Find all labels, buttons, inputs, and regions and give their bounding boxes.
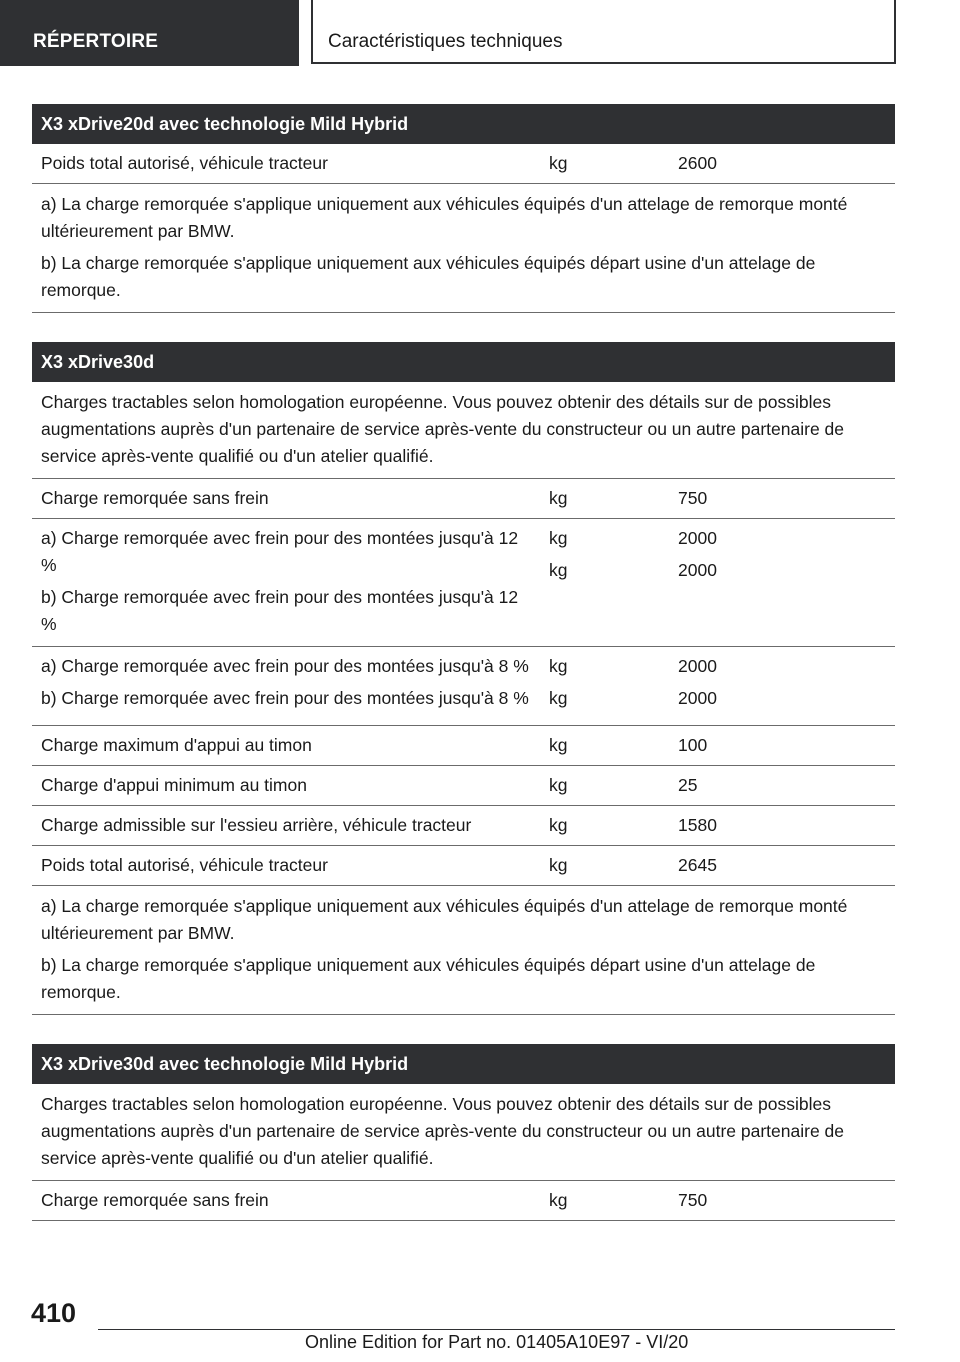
row-unit: kg — [549, 735, 568, 755]
chapter-title: Caractéristiques techniques — [311, 0, 896, 64]
row-label-b: b) Charge remorquée avec frein pour des montées jusqu'à 8 % — [41, 688, 529, 708]
row-value — [670, 525, 895, 638]
section-title: X3 xDrive30d — [32, 342, 895, 382]
row-value-a: 2000 — [678, 656, 717, 676]
row-value-b: 2000 — [678, 688, 717, 708]
row-label: Poids total autorisé, véhicule tracteur — [41, 153, 328, 173]
row-label-a: a) Charge remorquée avec frein pour des montées jusqu'à 12 % — [41, 528, 519, 575]
row-label — [32, 653, 541, 717]
section-title: X3 xDrive20d avec technologie Mild Hybrid — [32, 104, 895, 144]
table-row — [32, 144, 895, 184]
table-row — [32, 519, 895, 647]
footnotes — [32, 886, 895, 1015]
row-label: Charge remorquée sans frein — [41, 1190, 269, 1210]
page-header — [0, 0, 960, 66]
row-unit: kg — [549, 153, 568, 173]
row-label — [32, 525, 541, 638]
row-label: Charge maximum d'appui au timon — [41, 735, 312, 755]
footnotes — [32, 184, 895, 313]
footnote-b: b) La charge remorquée s'applique uniquement aux véhicules équipés départ usine d'un attelage de remorque. — [41, 253, 816, 300]
table-row — [32, 1181, 895, 1221]
edition-text: Online Edition for Part no. 01405A10E97 - VI/20 — [305, 1332, 689, 1352]
table-row — [32, 726, 895, 766]
table-row — [32, 479, 895, 519]
row-value-b: 2000 — [678, 560, 717, 580]
row-label-a: a) Charge remorquée avec frein pour des montées jusqu'à 8 % — [41, 656, 529, 676]
section-x3-xdrive20d-mild-hybrid — [32, 104, 895, 313]
row-unit: kg — [549, 488, 568, 508]
section-title: X3 xDrive30d avec technologie Mild Hybrid — [32, 1044, 895, 1084]
row-unit: kg — [549, 815, 568, 835]
row-label: Charge remorquée sans frein — [41, 488, 269, 508]
row-unit-a: kg — [549, 656, 568, 676]
row-value: 1580 — [678, 815, 717, 835]
section-intro: Charges tractables selon homologation européenne. Vous pouvez obtenir des détails sur de possibles augmentations auprès d'un partenaire de service après-vente du constructeur ou un autre partenaire de service après-vente qualifié ou d'un atelier qualifié. — [32, 382, 895, 479]
table-row — [32, 647, 895, 726]
row-unit-a: kg — [549, 528, 568, 548]
repertoire-tab[interactable]: RÉPERTOIRE — [0, 0, 299, 66]
table-row — [32, 846, 895, 886]
row-unit: kg — [549, 1190, 568, 1210]
footnote-a: a) La charge remorquée s'applique uniquement aux véhicules équipés d'un attelage de remorque monté ultérieurement par BMW. — [41, 194, 848, 241]
row-value: 2600 — [678, 153, 717, 173]
row-unit — [541, 525, 670, 638]
row-unit-b: kg — [549, 688, 568, 708]
row-unit-b: kg — [549, 560, 568, 580]
row-label: Poids total autorisé, véhicule tracteur — [41, 855, 328, 875]
footnote-a: a) La charge remorquée s'applique uniquement aux véhicules équipés d'un attelage de remorque monté ultérieurement par BMW. — [41, 896, 848, 943]
page-number: 410 — [31, 1298, 77, 1328]
row-label: Charge admissible sur l'essieu arrière, véhicule tracteur — [41, 815, 472, 835]
row-value: 2645 — [678, 855, 717, 875]
spec-content — [32, 104, 895, 1250]
footnote-b: b) La charge remorquée s'applique uniquement aux véhicules équipés départ usine d'un attelage de remorque. — [41, 955, 816, 1002]
footer-divider — [98, 1329, 895, 1330]
row-value: 100 — [678, 735, 708, 755]
row-value-a: 2000 — [678, 528, 717, 548]
section-intro: Charges tractables selon homologation européenne. Vous pouvez obtenir des détails sur de possibles augmentations auprès d'un partenaire de service après-vente du constructeur ou un autre partenaire de service après-vente qualifié ou d'un atelier qualifié. — [32, 1084, 895, 1181]
table-row — [32, 806, 895, 846]
row-value: 750 — [678, 1190, 708, 1210]
row-value: 25 — [678, 775, 698, 795]
row-value — [670, 653, 895, 717]
table-row — [32, 766, 895, 806]
row-label: Charge d'appui minimum au timon — [41, 775, 307, 795]
row-label-b: b) Charge remorquée avec frein pour des montées jusqu'à 12 % — [41, 587, 519, 634]
row-unit: kg — [549, 775, 568, 795]
row-unit: kg — [549, 855, 568, 875]
row-unit — [541, 653, 670, 717]
row-value: 750 — [678, 488, 708, 508]
section-x3-xdrive30d — [32, 342, 895, 1015]
section-x3-xdrive30d-mild-hybrid — [32, 1044, 895, 1221]
